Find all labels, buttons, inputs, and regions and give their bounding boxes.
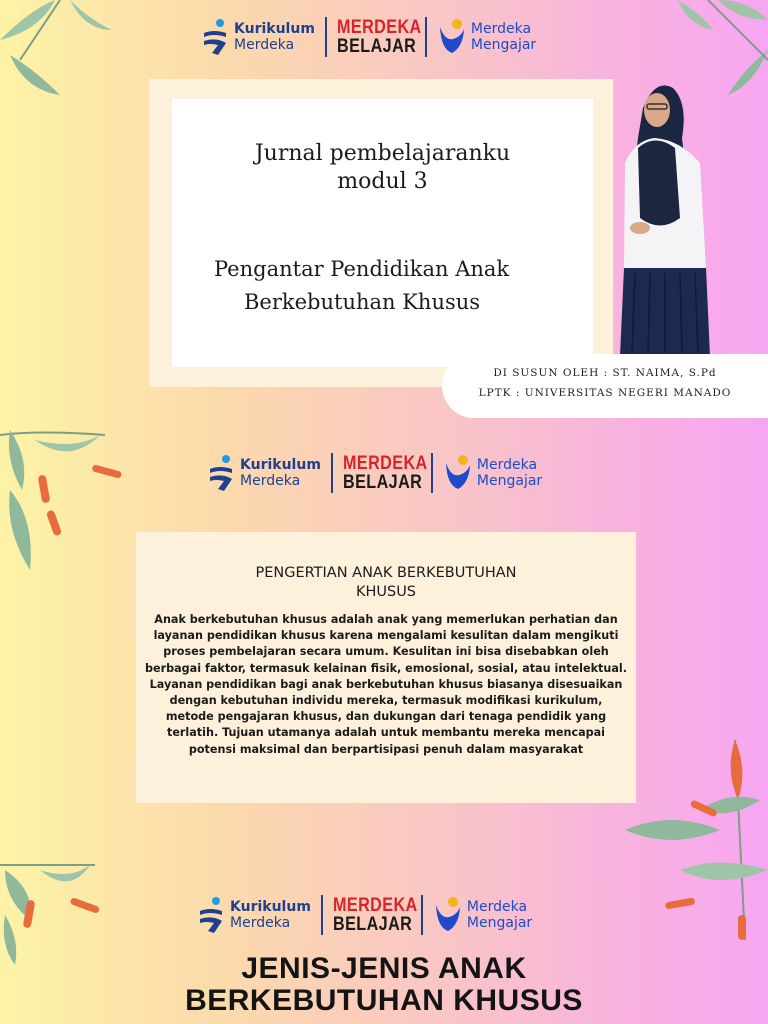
logo-separator: [431, 453, 433, 493]
kurikulum-merdeka-icon: [200, 17, 230, 57]
mengajar-text: Mengajar: [470, 37, 537, 53]
merdeka-belajar-logo: [332, 895, 418, 935]
definition-line: Layanan pendidikan bagi anak berkebutuhan khusus biasanya disesuaikan: [149, 677, 623, 691]
merdeka-text: Merdeka: [466, 899, 528, 915]
kurikulum-text: Kurikulum: [240, 457, 321, 473]
leaf-decoration-top-left: [0, 0, 120, 100]
module-subtitle-line2: Berkebutuhan Khusus: [244, 290, 481, 314]
merdeka-word: MERDEKA: [342, 453, 428, 474]
author-photo: [610, 78, 720, 358]
section-title-line1: JENIS-JENIS ANAK: [241, 952, 527, 985]
journal-title: [172, 140, 593, 196]
author-name: DI SUSUN OLEH : ST. NAIMA, S.Pd: [493, 367, 717, 379]
merdeka-mengajar-icon: [433, 895, 463, 935]
definition-line: layanan pendidikan khusus karena mengalami kesulitan dalam mengikuti: [153, 629, 619, 643]
section-title-line2: BERKEBUTUHAN KHUSUS: [185, 984, 583, 1017]
kurikulum-merdeka-icon: [206, 453, 236, 493]
definition-line: dengan kebutuhan individu mereka, termasuk modifikasi kurikulum,: [169, 694, 603, 708]
kurikulum-merdeka-icon: [196, 895, 226, 935]
merdeka-text: Merdeka: [470, 21, 532, 37]
leaf-decoration-bottom-right: [620, 740, 768, 940]
belajar-word: BELAJAR: [342, 472, 423, 493]
definition-title-line2: KHUSUS: [355, 584, 417, 600]
merdeka-mengajar-logo: [443, 453, 542, 493]
journal-title-line1: Jurnal pembelajaranku: [254, 141, 511, 166]
logo-strip-middle: [206, 451, 542, 495]
definition-body: [136, 612, 636, 758]
belajar-word: BELAJAR: [336, 36, 417, 57]
merdeka-word: MERDEKA: [336, 17, 422, 38]
mengajar-text: Mengajar: [476, 473, 543, 489]
definition-line: berbagai faktor, termasuk kelainan fisik, emosional, sosial, atau intelektual.: [145, 661, 627, 675]
merdeka-text: Merdeka: [234, 37, 295, 53]
definition-title-line1: PENGERTIAN ANAK BERKEBUTUHAN: [255, 565, 517, 581]
kurikulum-merdeka-logo: [196, 895, 311, 935]
definition-box: [136, 532, 636, 803]
definition-line: potensi maksimal dan berpartisipasi penuh dalam masyarakat: [188, 742, 584, 756]
merdeka-text: Merdeka: [230, 915, 291, 931]
section-title-jenis: [0, 953, 768, 1017]
module-subtitle-line1: Pengantar Pendidikan Anak: [214, 257, 510, 281]
merdeka-text: Merdeka: [476, 457, 538, 473]
definition-line: terlatih. Tujuan utamanya adalah untuk membantu mereka mencapai: [166, 726, 606, 740]
kurikulum-merdeka-logo: [200, 17, 315, 57]
module-subtitle: [172, 253, 593, 319]
kurikulum-text: Kurikulum: [230, 899, 311, 915]
logo-strip-top: [200, 15, 536, 59]
kurikulum-merdeka-logo: [206, 453, 321, 493]
merdeka-mengajar-logo: [433, 895, 532, 935]
definition-title: [136, 564, 636, 602]
merdeka-text: Merdeka: [240, 473, 301, 489]
definition-line: proses pembelajaran secara umum. Kesulitan ini bisa disebabkan oleh: [163, 645, 609, 659]
definition-line: metode pengajaran khusus, dan dukungan dari tenaga pendidik yang: [165, 710, 607, 724]
merdeka-mengajar-logo: [437, 17, 536, 57]
logo-strip-bottom: [196, 893, 532, 937]
author-info-pill: [442, 354, 768, 418]
journal-title-line2: modul 3: [337, 169, 428, 194]
leaf-decoration-mid-left: [0, 430, 130, 580]
merdeka-belajar-logo: [336, 17, 422, 57]
mengajar-text: Mengajar: [466, 915, 533, 931]
kurikulum-text: Kurikulum: [234, 21, 315, 37]
belajar-word: BELAJAR: [332, 914, 413, 935]
definition-line: Anak berkebutuhan khusus adalah anak yang memerlukan perhatian dan: [154, 613, 618, 626]
logo-separator: [321, 895, 323, 935]
logo-separator: [421, 895, 423, 935]
logo-separator: [331, 453, 333, 493]
merdeka-word: MERDEKA: [332, 895, 418, 916]
logo-separator: [425, 17, 427, 57]
merdeka-mengajar-icon: [437, 17, 467, 57]
merdeka-belajar-logo: [342, 453, 428, 493]
logo-separator: [325, 17, 327, 57]
author-institution: LPTK : UNIVERSITAS NEGERI MANADO: [478, 387, 732, 399]
merdeka-mengajar-icon: [443, 453, 473, 493]
